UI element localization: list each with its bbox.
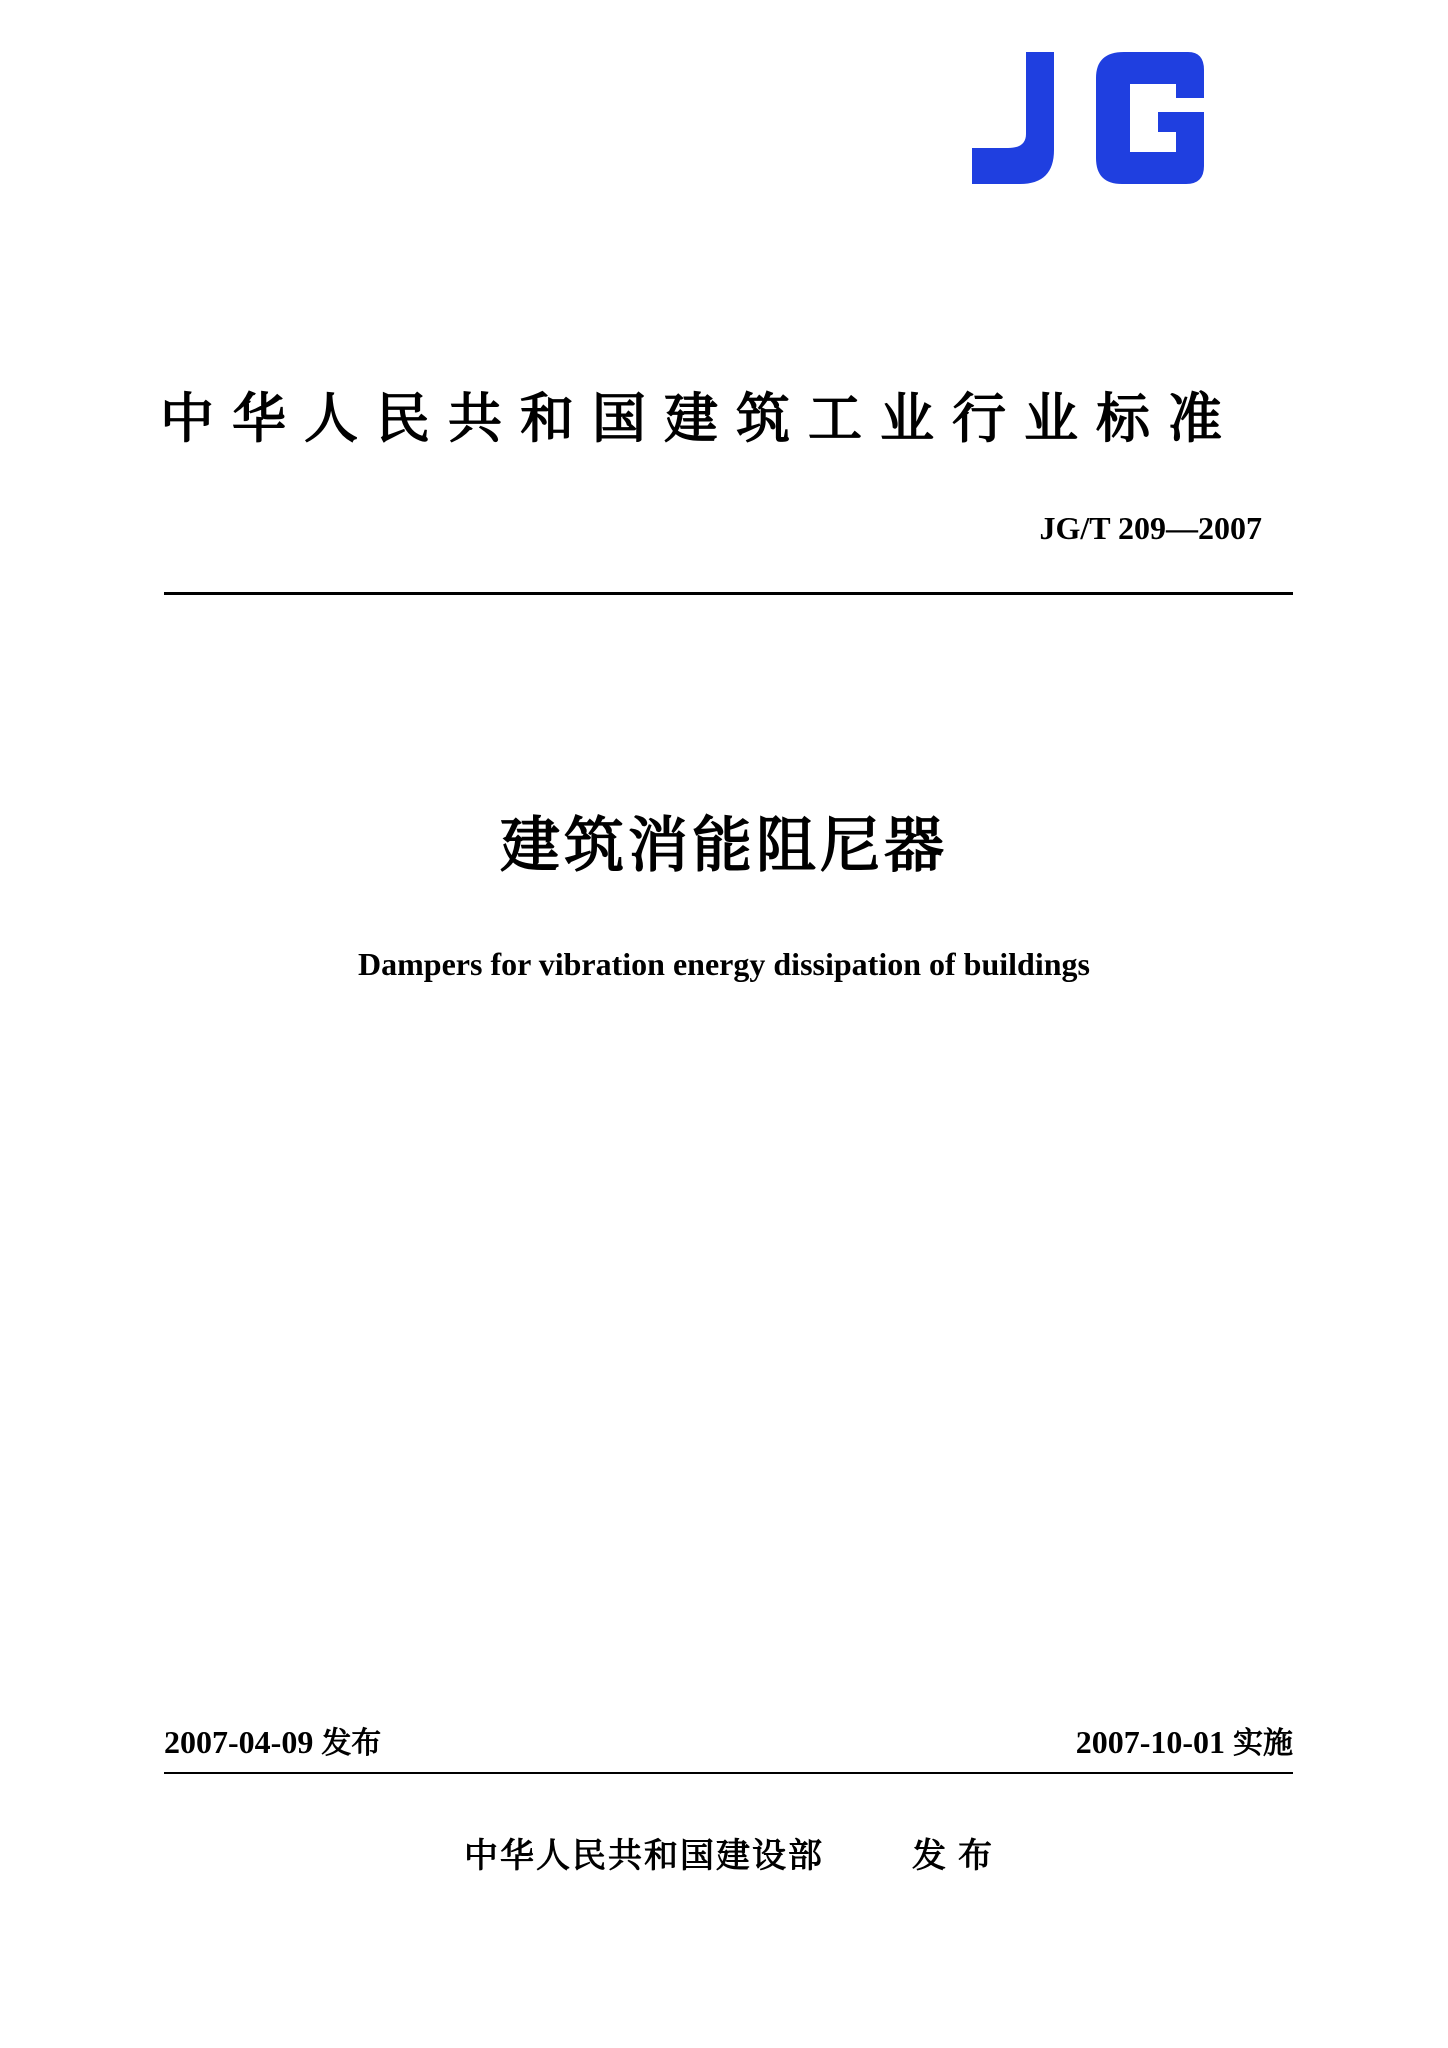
issue-date-line (164, 1722, 381, 1764)
header-divider (164, 592, 1293, 595)
implementation-date: 2007-10-01 (1075, 1724, 1225, 1760)
standard-number: JG/T 209—2007 (1039, 510, 1262, 546)
jg-logo (972, 48, 1212, 188)
footer-divider (164, 1772, 1293, 1774)
implementation-label: 实施 (1233, 1726, 1293, 1761)
jg-logo-mark (972, 48, 1212, 188)
publish-verb: 发布 (912, 1836, 1004, 1876)
implementation-date-line (1076, 1722, 1293, 1764)
document-title: 建筑消能阻尼器 (500, 811, 948, 881)
issue-date: 2007-04-09 (164, 1724, 314, 1760)
jg-logo-glyphs (972, 52, 1204, 184)
standard-category-title: 中华人民共和国建筑工业行业标准 (160, 387, 1240, 450)
issue-label: 发布 (321, 1726, 382, 1761)
document-title-english: Dampers for vibration energy dissipation of buildings (358, 946, 1090, 982)
publisher-name: 中华人民共和国建设部 (464, 1836, 824, 1876)
